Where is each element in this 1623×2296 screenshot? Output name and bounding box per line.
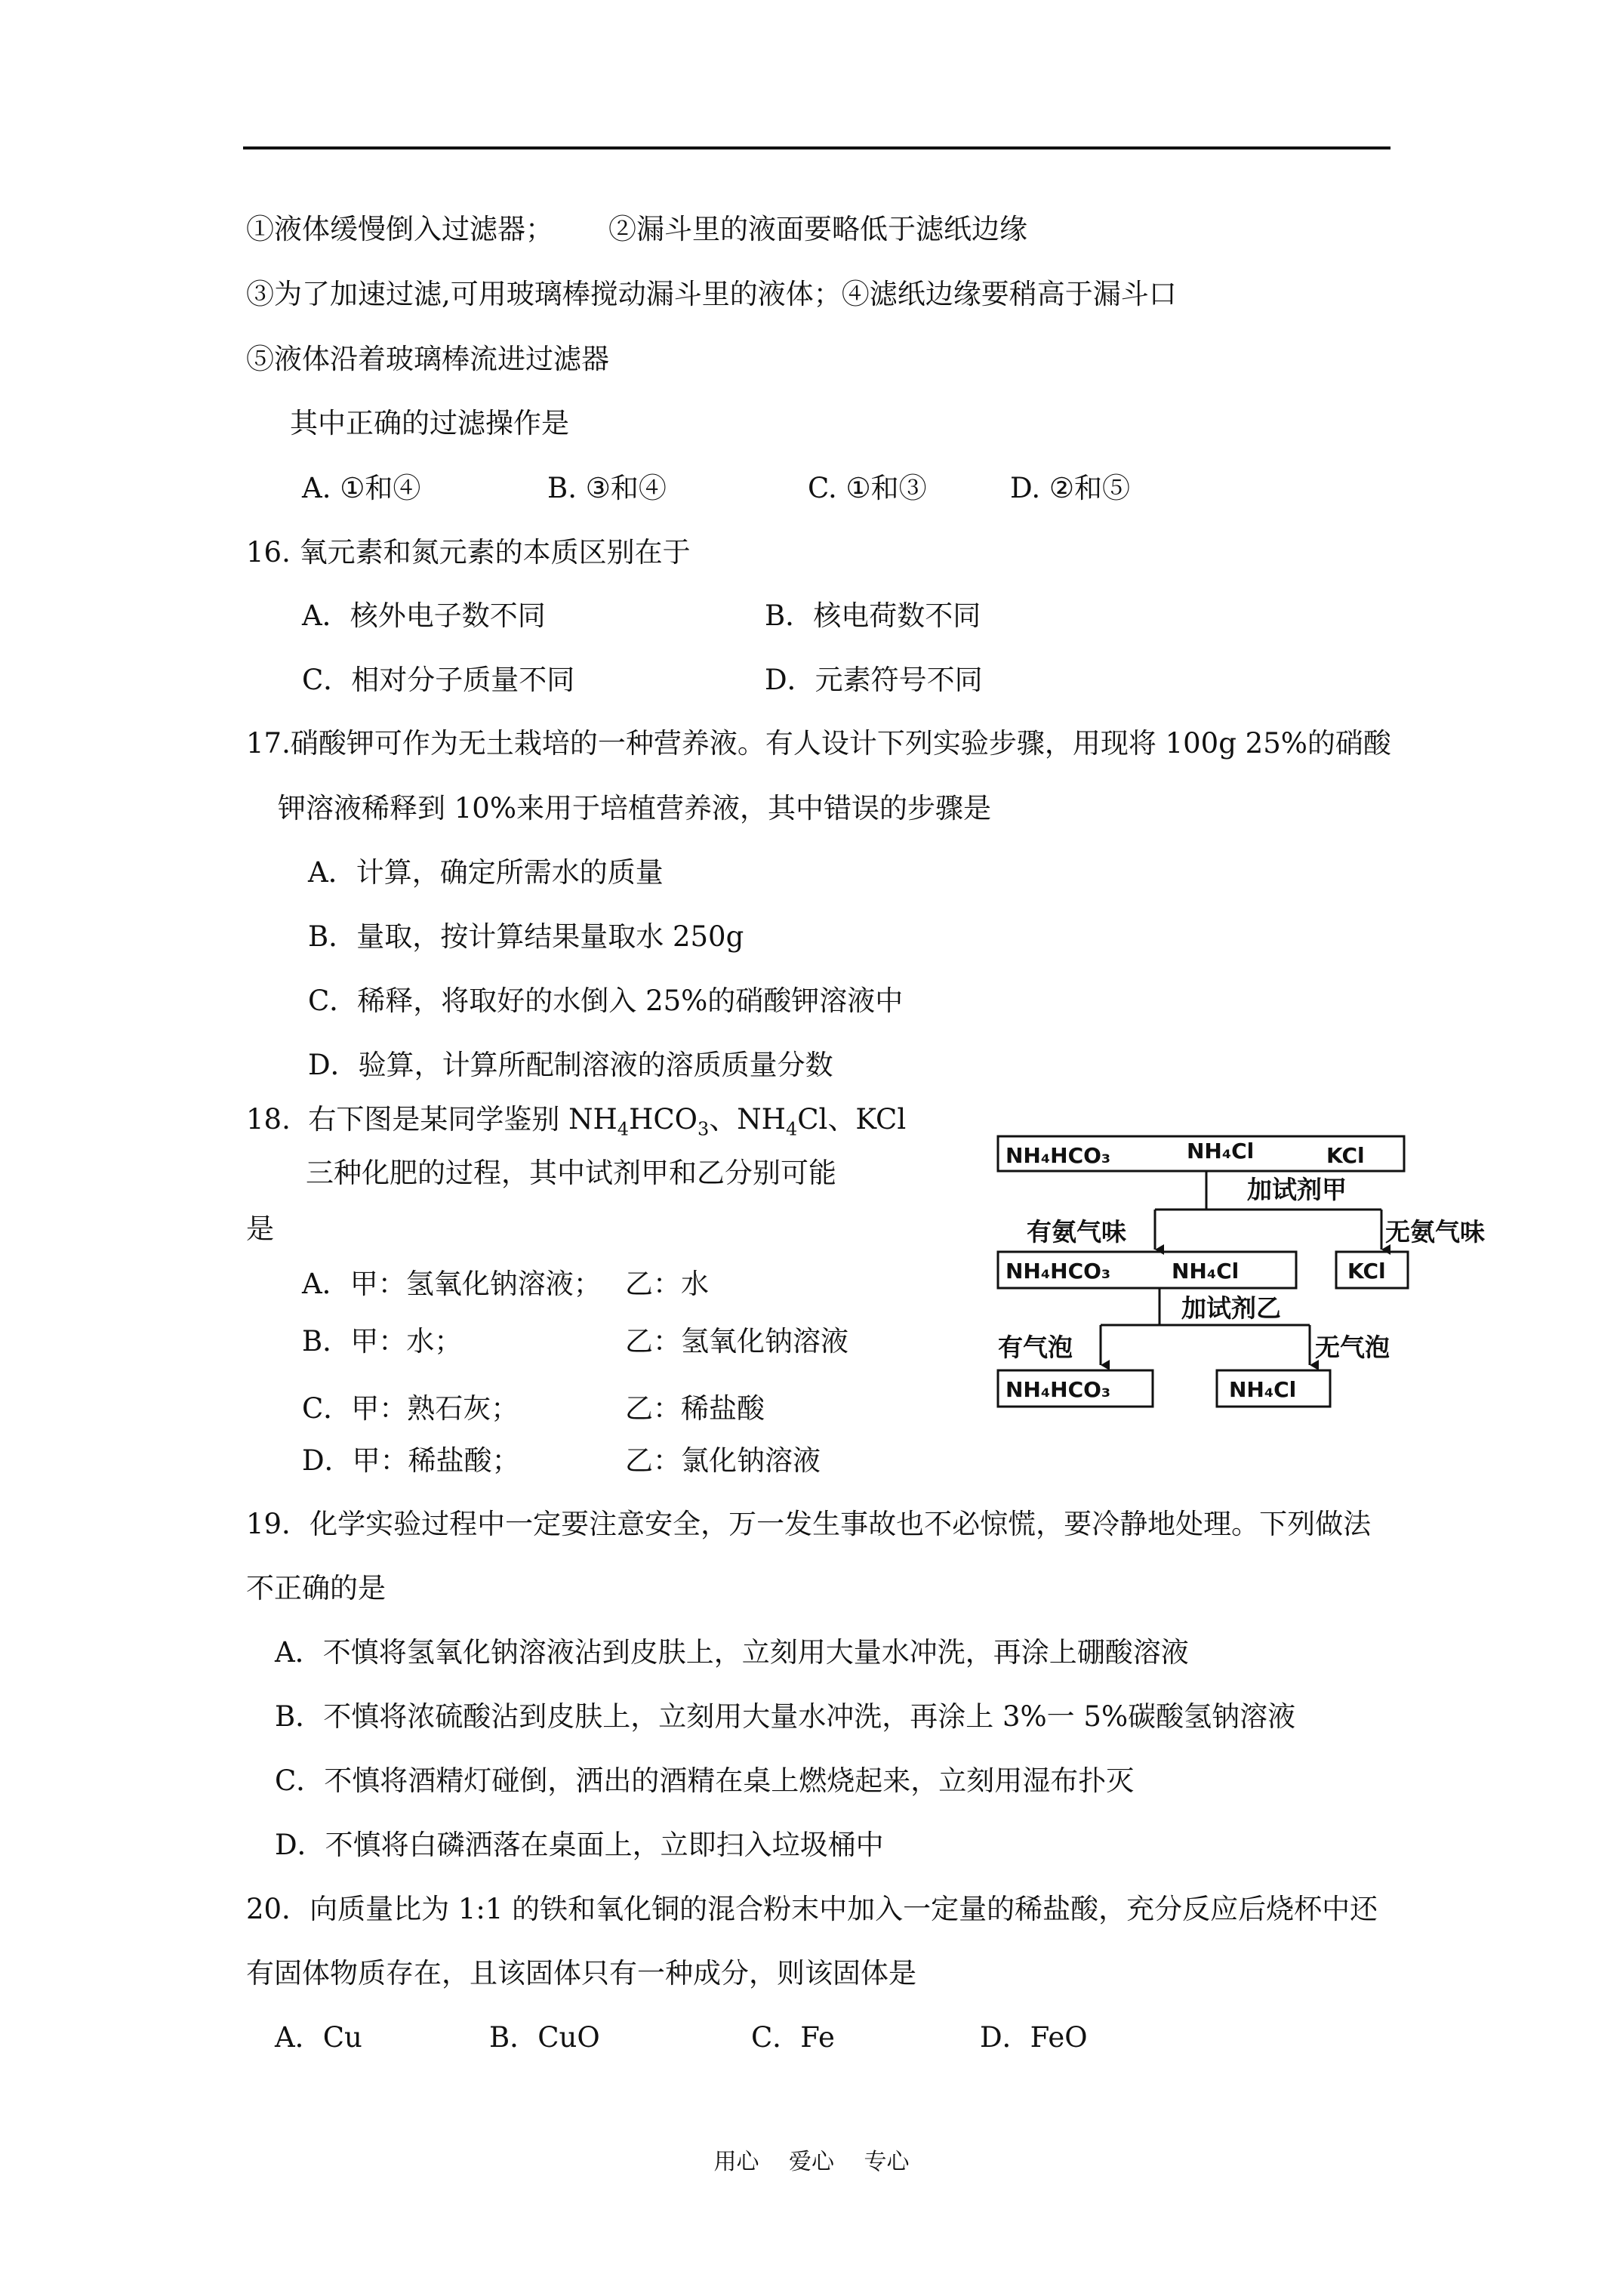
q16-option-a: A．核外电子数不同	[302, 599, 546, 632]
q16-option-d: D．元素符号不同	[765, 664, 983, 696]
header-rule	[243, 146, 1390, 149]
q15-option-b: B. ③和④	[547, 472, 667, 504]
q18-option-d-right: 乙：氯化钠溶液	[625, 1444, 821, 1477]
q18-stem-line1	[246, 1102, 906, 1147]
flow-right-label1: 无氨气味	[1385, 1217, 1485, 1247]
q16-stem: 16. 氧元素和氮元素的本质区别在于	[246, 536, 691, 569]
q15-option-d: D. ②和⑤	[1010, 472, 1131, 504]
q20-option-c: C．Fe	[751, 2021, 835, 2054]
q15-item5: ⑤液体沿着玻璃棒流进过滤器	[246, 343, 609, 375]
formula-nh4cl-sub: 4	[785, 1118, 798, 1140]
flow-reagent1: 加试剂甲	[1247, 1175, 1347, 1204]
formula-nh4cl-part2: Cl	[797, 1103, 828, 1136]
flow-reagent2: 加试剂乙	[1181, 1293, 1281, 1323]
flow-top-nh4cl: NH₄Cl	[1187, 1139, 1255, 1163]
flow-left-label1: 有氨气味	[1027, 1217, 1126, 1247]
flow-top-nh4hco3: NH₄HCO₃	[1006, 1143, 1111, 1168]
q17-stem-line2: 钾溶液稀释到 10%来用于培植营养液，其中错误的步骤是	[278, 792, 991, 824]
q18-option-b-left: B．甲：水；	[302, 1325, 463, 1358]
q18-option-a-right: 乙：水	[625, 1268, 709, 1300]
flow-mid-nh4cl: NH₄Cl	[1172, 1259, 1240, 1284]
formula-nh4hco3-part2: HCO	[629, 1103, 698, 1136]
formula-nh4hco3-sub2: 3	[698, 1118, 710, 1140]
flow-right-label2: 无气泡	[1315, 1333, 1390, 1362]
q20-stem-line2: 有固体物质存在，且该固体只有一种成分，则该固体是	[246, 1957, 916, 1989]
q17-option-d: D．验算，计算所配制溶液的溶质质量分数	[308, 1049, 833, 1081]
q19-option-c: C．不慎将酒精灯碰倒，洒出的酒精在桌上燃烧起来，立刻用湿布扑灭	[275, 1764, 1135, 1797]
q16-option-b: B．核电荷数不同	[765, 599, 981, 632]
q18-stem-line3: 是	[246, 1213, 274, 1245]
q18-option-d-left: D．甲：稀盐酸；	[302, 1444, 520, 1477]
page-footer: 用心 爱心 专心	[713, 2149, 910, 2175]
q17-option-b: B．量取，按计算结果量取水 250g	[308, 920, 744, 953]
q18-option-b-right: 乙：氢氧化钠溶液	[625, 1325, 848, 1358]
q18-flowchart	[989, 1125, 1517, 1427]
q20-option-a: A．Cu	[275, 2021, 362, 2054]
q19-stem-line1: 19．化学实验过程中一定要注意安全，万一发生事故也不必惊慌，要冷静地处理。下列做法	[246, 1508, 1372, 1540]
flow-bottom-nh4hco3: NH₄HCO₃	[1006, 1377, 1111, 1402]
q18-separator2: 、KCl	[827, 1103, 907, 1136]
q17-option-c: C．稀释，将取好的水倒入 25%的硝酸钾溶液中	[308, 985, 904, 1017]
q15-item2: ②漏斗里的液面要略低于滤纸边缘	[608, 213, 1027, 245]
q18-option-a-left: A．甲：氢氧化钠溶液；	[302, 1268, 602, 1300]
q18-option-c-right: 乙：稀盐酸	[625, 1392, 765, 1425]
q18-stem-line2: 三种化肥的过程，其中试剂甲和乙分别可能	[306, 1157, 836, 1189]
flow-top-kcl: KCl	[1326, 1143, 1365, 1168]
formula-nh4hco3-sub1: 4	[617, 1118, 630, 1140]
q19-option-d: D．不慎将白磷洒落在桌面上，立即扫入垃圾桶中	[275, 1829, 884, 1861]
q19-option-a: A．不慎将氢氧化钠溶液沾到皮肤上，立刻用大量水冲洗，再涂上硼酸溶液	[275, 1636, 1189, 1669]
q17-option-a: A．计算，确定所需水的质量	[308, 856, 664, 889]
q19-option-b: B．不慎将浓硫酸沾到皮肤上，立刻用大量水冲洗，再涂上 3%一 5%碳酸氢钠溶液	[275, 1700, 1296, 1733]
flow-left-label2: 有气泡	[998, 1333, 1073, 1362]
q15-item3: ③为了加速过滤,可用玻璃棒搅动漏斗里的液体；④滤纸边缘要稍高于漏斗口	[246, 278, 1177, 310]
q20-option-d: D．FeO	[980, 2021, 1088, 2054]
q18-separator1: 、	[709, 1103, 738, 1136]
flow-bottom-nh4cl: NH₄Cl	[1229, 1377, 1297, 1402]
q17-stem-line1: 17.硝酸钾可作为无土栽培的一种营养液。有人设计下列实验步骤，用现将 100g 25%的硝酸	[246, 727, 1391, 760]
formula-nh4cl-part1: NH	[737, 1103, 786, 1136]
q16-option-c: C．相对分子质量不同	[302, 664, 575, 696]
flow-kcl-label: KCl	[1347, 1259, 1386, 1284]
q15-item1: ①液体缓慢倒入过滤器；	[246, 213, 553, 245]
flow-mid-nh4hco3: NH₄HCO₃	[1006, 1259, 1111, 1284]
q20-stem-line1: 20．向质量比为 1:1 的铁和氧化铜的混合粉末中加入一定量的稀盐酸，充分反应后烧杯中还	[246, 1893, 1378, 1925]
q15-option-c: C. ①和③	[808, 472, 927, 504]
q15-stem: 其中正确的过滤操作是	[290, 407, 569, 439]
formula-nh4hco3-part1: NH	[568, 1103, 617, 1136]
q18-option-c-left: C．甲：熟石灰；	[302, 1392, 519, 1425]
q20-option-b: B．CuO	[489, 2021, 600, 2054]
q19-stem-line2: 不正确的是	[246, 1572, 386, 1604]
q18-stem-prefix: 18. 右下图是某同学鉴别	[246, 1103, 569, 1136]
q15-option-a: A. ①和④	[302, 472, 421, 504]
